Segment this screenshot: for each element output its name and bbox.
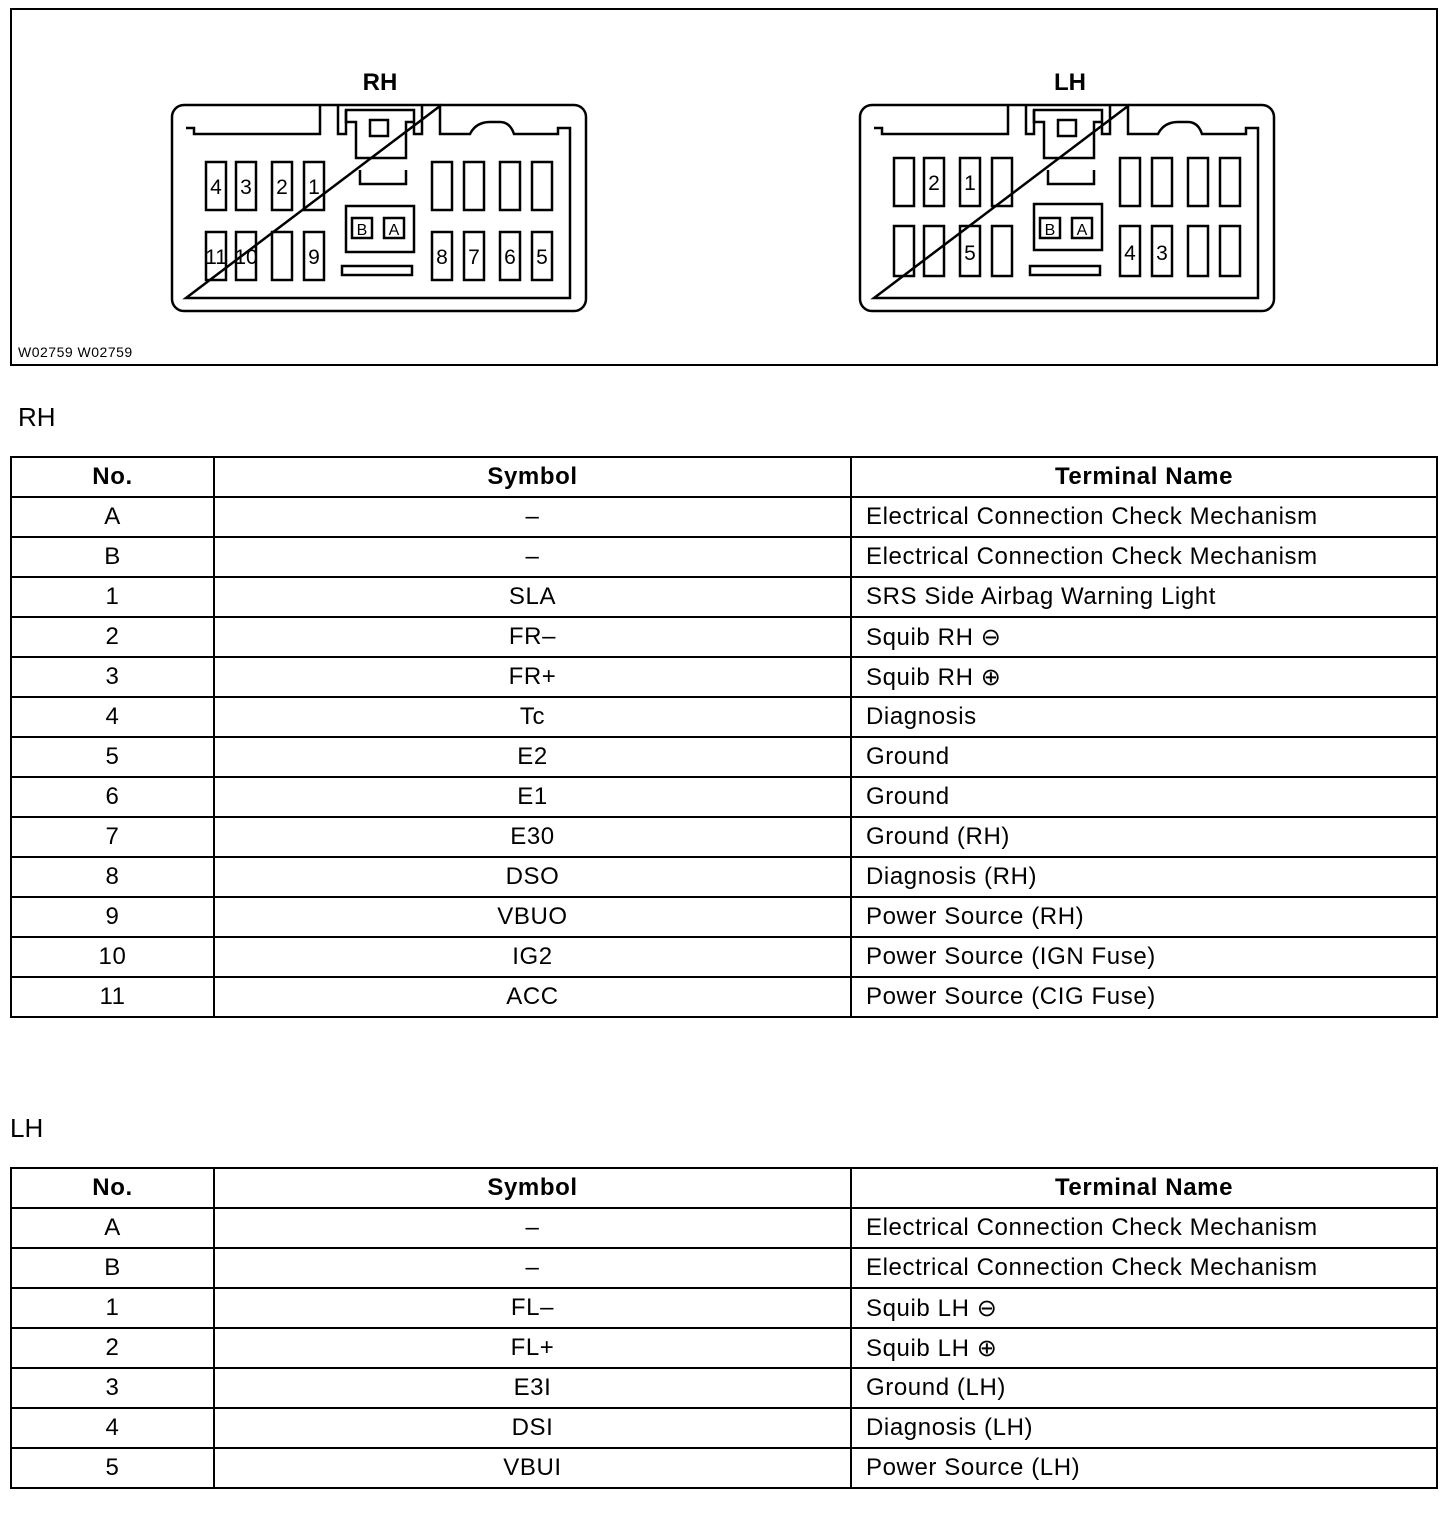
terminal-symbol-cell: IG2: [214, 937, 851, 977]
terminal-name-cell: Electrical Connection Check Mechanism: [851, 537, 1437, 577]
rh-pin-label: 8: [436, 246, 448, 269]
terminal-name-cell: SRS Side Airbag Warning Light: [851, 577, 1437, 617]
terminal-symbol-cell: SLA: [214, 577, 851, 617]
terminal-no-cell: 9: [11, 897, 214, 937]
terminal-name-cell: Ground (RH): [851, 817, 1437, 857]
rh-pin-label: 9: [308, 246, 320, 269]
terminal-no-cell: 5: [11, 1448, 214, 1488]
rh-pin-label: 11: [205, 246, 227, 269]
table-row: [11, 1248, 1437, 1288]
lh-section-label: LH: [10, 1113, 44, 1143]
rh-table-body: [11, 497, 1437, 1017]
table-row: [11, 737, 1437, 777]
terminal-symbol-cell: FR–: [214, 617, 851, 657]
terminal-symbol-cell: E30: [214, 817, 851, 857]
terminal-symbol-cell: DSI: [214, 1408, 851, 1448]
terminal-name-cell: Squib LH ⊕: [851, 1328, 1437, 1368]
terminal-no-cell: 6: [11, 777, 214, 817]
terminal-no-cell: 5: [11, 737, 214, 777]
terminal-name-cell: Ground: [851, 777, 1437, 817]
terminal-no-cell: 10: [11, 937, 214, 977]
terminal-name-cell: Ground: [851, 737, 1437, 777]
lh-connector: [860, 69, 1274, 311]
table-row: [11, 617, 1437, 657]
table-row: [11, 657, 1437, 697]
lh-connector-title: LH: [1054, 69, 1086, 96]
rh-terminal-table: [10, 456, 1438, 1018]
rh-pin-label: 5: [536, 246, 548, 269]
terminal-no-cell: 2: [11, 1328, 214, 1368]
terminal-name-cell: Power Source (LH): [851, 1448, 1437, 1488]
rh-connector: [172, 69, 586, 311]
terminal-no-cell: 11: [11, 977, 214, 1017]
table-row: [11, 1328, 1437, 1368]
terminal-name-cell: Diagnosis (LH): [851, 1408, 1437, 1448]
lh-pin-label: 3: [1156, 242, 1168, 265]
terminal-symbol-cell: ACC: [214, 977, 851, 1017]
terminal-name-cell: Diagnosis (RH): [851, 857, 1437, 897]
terminal-no-cell: A: [11, 1208, 214, 1248]
table-header-row: [11, 457, 1437, 497]
rh-pin-label: 1: [308, 176, 320, 199]
terminal-no-cell: 1: [11, 577, 214, 617]
table-row: [11, 857, 1437, 897]
terminal-name-cell: Electrical Connection Check Mechanism: [851, 497, 1437, 537]
lh-pin-label: 2: [928, 172, 940, 195]
rh-pin-label: 4: [210, 176, 222, 199]
table-row: [11, 817, 1437, 857]
table-row: [11, 497, 1437, 537]
terminal-no-cell: B: [11, 537, 214, 577]
column-header-no: No.: [11, 457, 214, 497]
rh-pin-label: 10: [234, 246, 258, 269]
terminal-symbol-cell: –: [214, 537, 851, 577]
rh-pin-label: 2: [276, 176, 288, 199]
rh-pin-label: 3: [240, 176, 252, 199]
table-row: [11, 777, 1437, 817]
terminal-no-cell: A: [11, 497, 214, 537]
column-header-no: No.: [11, 1168, 214, 1208]
column-header-symbol: Symbol: [214, 457, 851, 497]
table-row: [11, 977, 1437, 1017]
rh-center-pin-label: A: [388, 222, 400, 239]
terminal-name-cell: Power Source (IGN Fuse): [851, 937, 1437, 977]
table-row: [11, 937, 1437, 977]
table-row: [11, 1208, 1437, 1248]
connector-figure: [10, 8, 1438, 366]
lh-center-pin-label: A: [1076, 222, 1088, 239]
rh-center-pin-label: B: [356, 222, 368, 239]
connector-diagram: [12, 10, 1440, 368]
terminal-symbol-cell: E2: [214, 737, 851, 777]
rh-connector-title: RH: [362, 69, 398, 96]
terminal-symbol-cell: –: [214, 1248, 851, 1288]
table-row: [11, 1368, 1437, 1408]
terminal-no-cell: 7: [11, 817, 214, 857]
terminal-name-cell: Squib LH ⊖: [851, 1288, 1437, 1328]
lh-table-body: [11, 1208, 1437, 1488]
rh-section-label: RH: [18, 402, 56, 432]
lh-pin-label: 5: [964, 242, 976, 265]
table-row: [11, 1448, 1437, 1488]
terminal-no-cell: B: [11, 1248, 214, 1288]
terminal-name-cell: Electrical Connection Check Mechanism: [851, 1208, 1437, 1248]
figure-code: W02759 W02759: [18, 344, 133, 360]
table-row: [11, 577, 1437, 617]
terminal-no-cell: 4: [11, 697, 214, 737]
terminal-name-cell: Diagnosis: [851, 697, 1437, 737]
terminal-no-cell: 4: [11, 1408, 214, 1448]
terminal-no-cell: 3: [11, 657, 214, 697]
lh-pin-label: 4: [1124, 242, 1136, 265]
terminal-no-cell: 2: [11, 617, 214, 657]
table-row: [11, 1288, 1437, 1328]
terminal-symbol-cell: Tc: [214, 697, 851, 737]
terminal-no-cell: 1: [11, 1288, 214, 1328]
table-row: [11, 697, 1437, 737]
table-header-row: [11, 1168, 1437, 1208]
terminal-no-cell: 8: [11, 857, 214, 897]
terminal-name-cell: Power Source (CIG Fuse): [851, 977, 1437, 1017]
rh-pin-label: 6: [504, 246, 516, 269]
lh-terminal-table: [10, 1167, 1438, 1489]
terminal-symbol-cell: VBUI: [214, 1448, 851, 1488]
terminal-symbol-cell: –: [214, 497, 851, 537]
table-row: [11, 537, 1437, 577]
column-header-terminal-name: Terminal Name: [851, 457, 1437, 497]
terminal-no-cell: 3: [11, 1368, 214, 1408]
terminal-symbol-cell: FL–: [214, 1288, 851, 1328]
terminal-name-cell: Ground (LH): [851, 1368, 1437, 1408]
terminal-symbol-cell: FL+: [214, 1328, 851, 1368]
rh-pin-label: 7: [468, 246, 480, 269]
terminal-name-cell: Squib RH ⊖: [851, 617, 1437, 657]
table-row: [11, 1408, 1437, 1448]
terminal-symbol-cell: E1: [214, 777, 851, 817]
lh-center-pin-label: B: [1044, 222, 1056, 239]
column-header-terminal-name: Terminal Name: [851, 1168, 1437, 1208]
terminal-symbol-cell: FR+: [214, 657, 851, 697]
terminal-name-cell: Power Source (RH): [851, 897, 1437, 937]
terminal-symbol-cell: –: [214, 1208, 851, 1248]
lh-pin-label: 1: [964, 172, 976, 195]
terminal-name-cell: Squib RH ⊕: [851, 657, 1437, 697]
terminal-name-cell: Electrical Connection Check Mechanism: [851, 1248, 1437, 1288]
table-row: [11, 897, 1437, 937]
terminal-symbol-cell: DSO: [214, 857, 851, 897]
terminal-symbol-cell: VBUO: [214, 897, 851, 937]
column-header-symbol: Symbol: [214, 1168, 851, 1208]
terminal-symbol-cell: E3I: [214, 1368, 851, 1408]
